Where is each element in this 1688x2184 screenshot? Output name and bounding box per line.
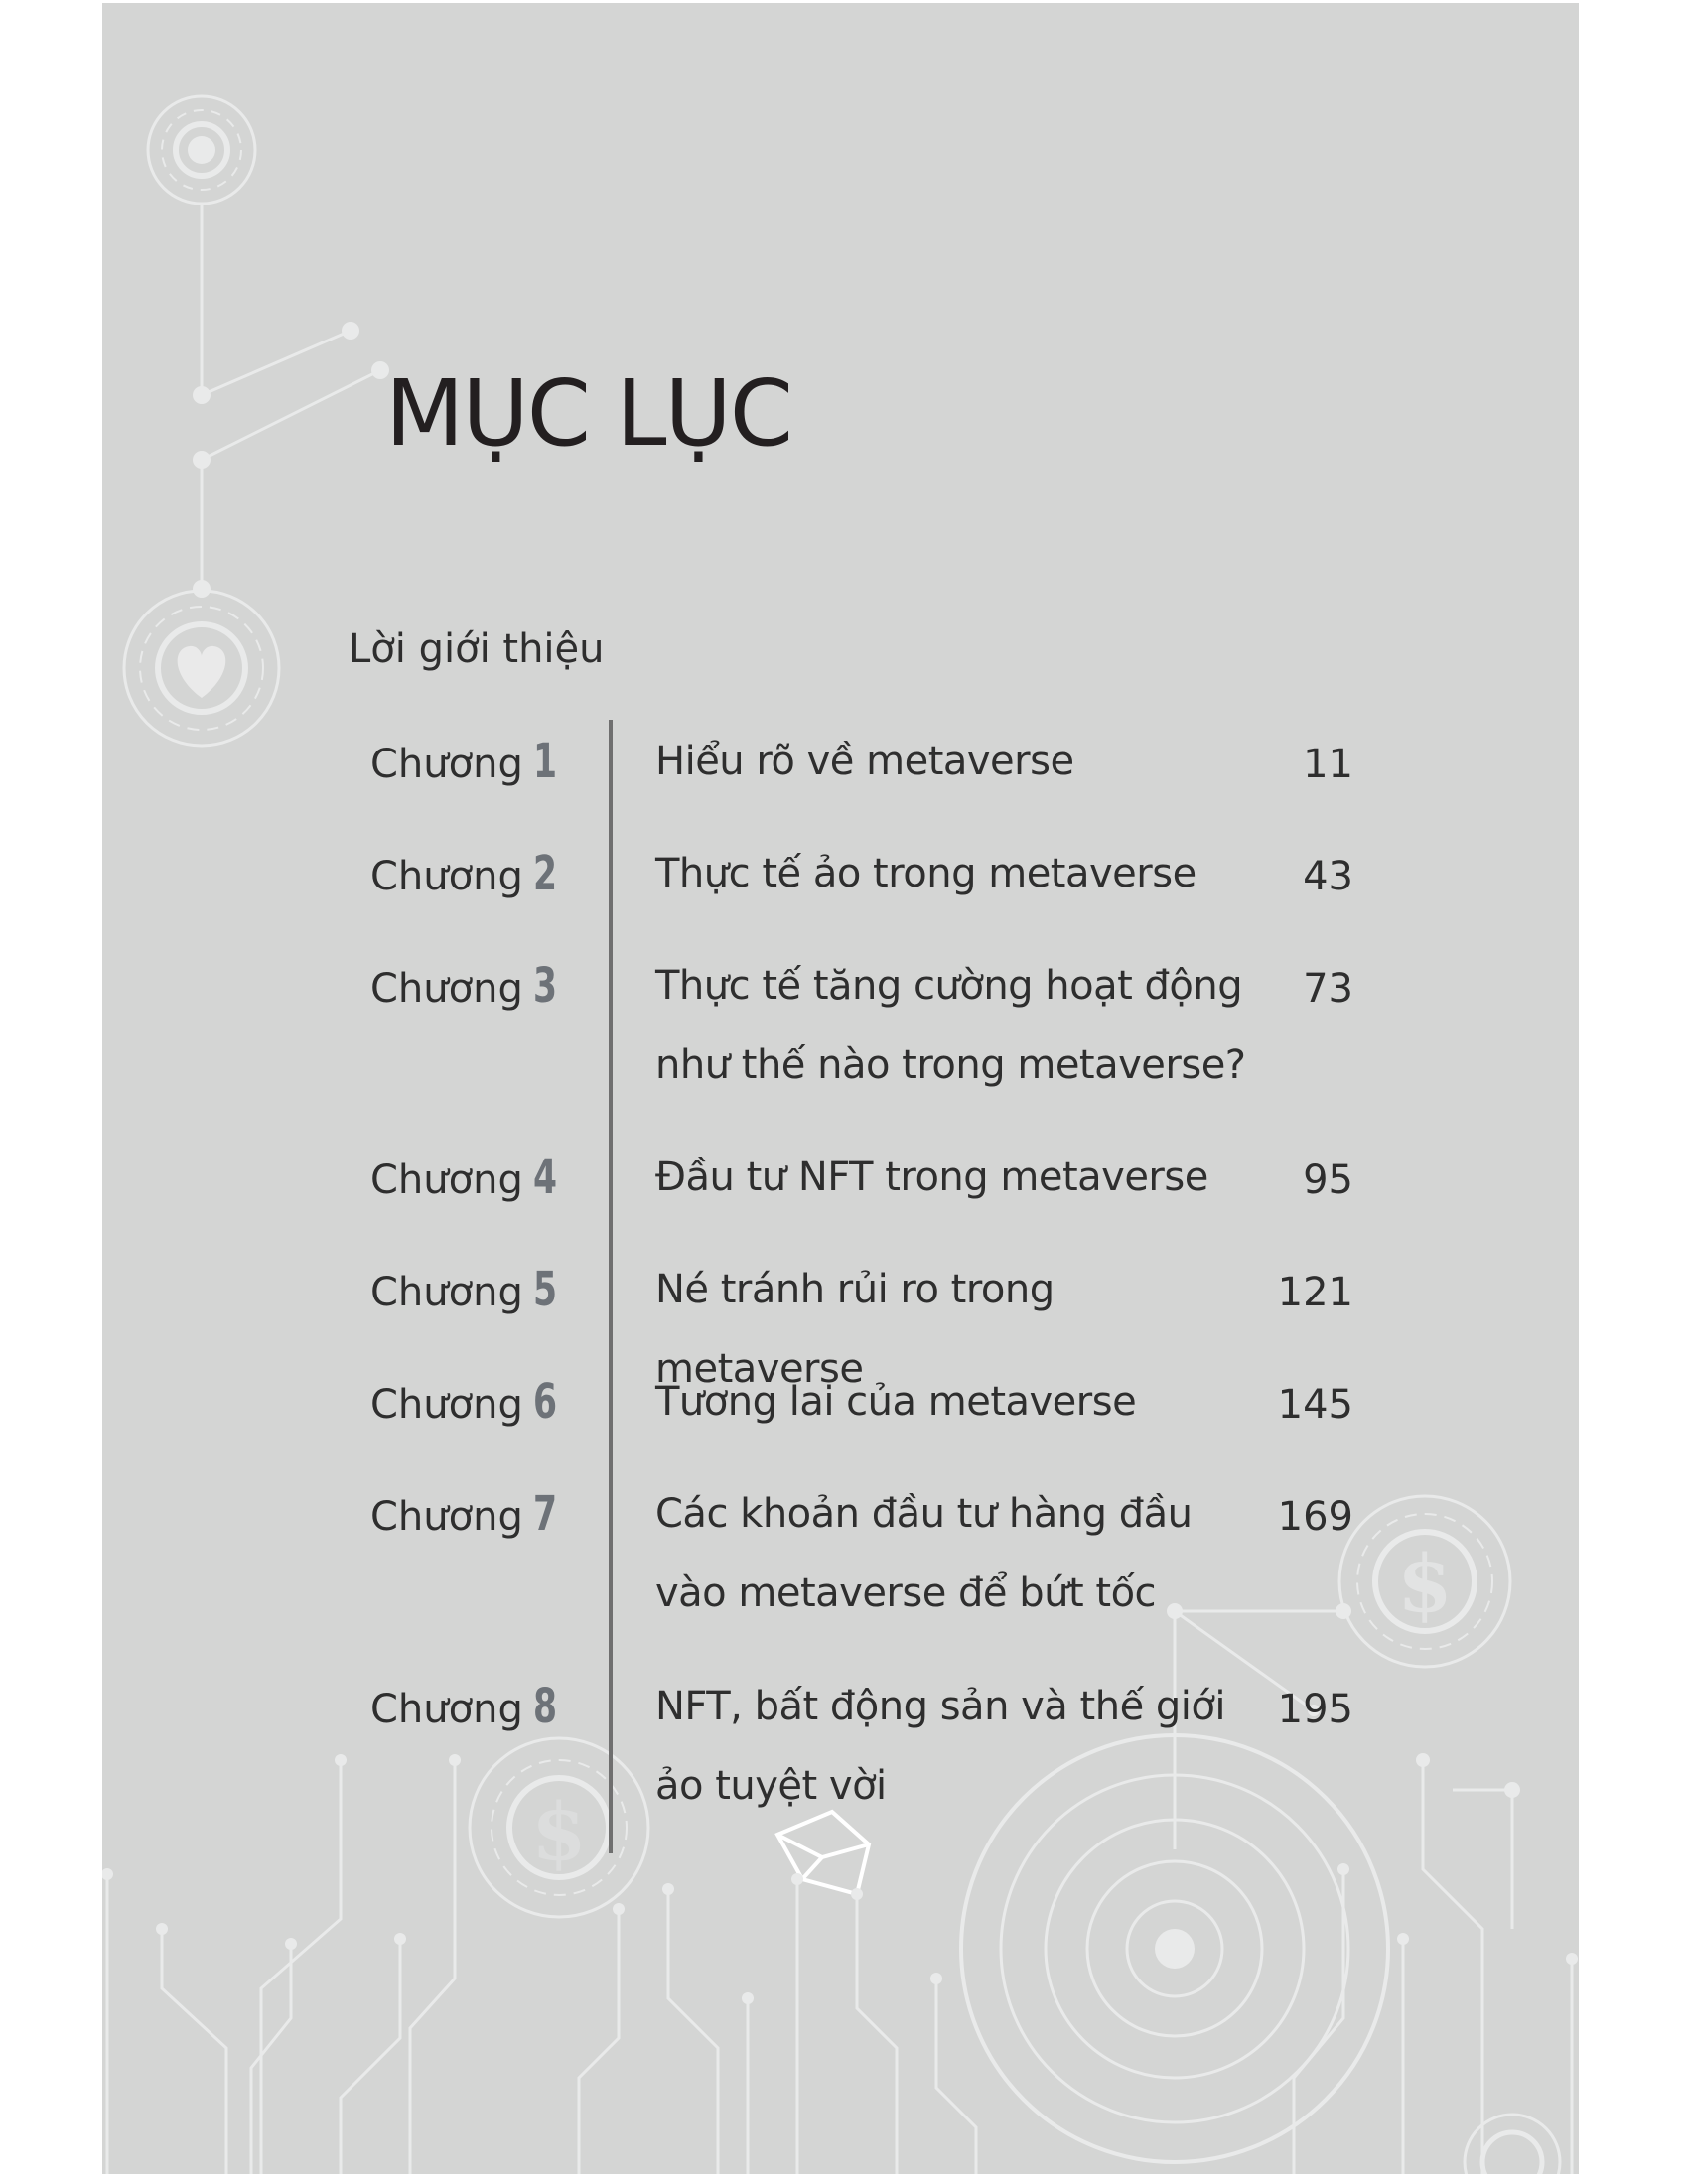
chapter-number: 8 [533, 1679, 558, 1734]
dollar-icon: $ [1397, 1537, 1453, 1630]
chapter-title: NFT, bất động sản và thế giới ảo tuyệt vời [655, 1684, 1225, 1809]
chapter-number: 6 [533, 1374, 558, 1430]
chapter-label: Chương [370, 854, 523, 899]
chapter-label: Chương [370, 1158, 523, 1203]
chapter-number: 4 [533, 1150, 558, 1205]
chapter-page: 195 [1277, 1687, 1353, 1732]
chapter-title: Thực tế ảo trong metaverse [655, 851, 1196, 896]
chapter-title: Tương lai của metaverse [655, 1379, 1137, 1425]
dollar-icon-bottom: $ [531, 1785, 587, 1878]
chapter-number: 3 [533, 958, 558, 1014]
chapter-number: 7 [533, 1486, 558, 1542]
chapter-number: 2 [533, 846, 558, 901]
chapter-page: 95 [1303, 1158, 1353, 1203]
chapter-title: Các khoản đầu tư hàng đầu vào metaverse để bứt tốc [655, 1491, 1193, 1616]
chapter-label: Chương [370, 742, 523, 787]
chapter-page: 121 [1277, 1270, 1353, 1315]
chapter-page: 11 [1303, 742, 1353, 787]
chapter-number: 1 [533, 734, 558, 789]
chapter-label: Chương [370, 1382, 523, 1428]
chapter-page: 43 [1303, 854, 1353, 899]
chapter-number: 5 [533, 1262, 558, 1317]
page-title: MỤC LỤC [385, 360, 792, 467]
chapter-title: Né tránh rủi ro trong metaverse [655, 1267, 1055, 1392]
chapter-title: Đầu tư NFT trong metaverse [655, 1155, 1208, 1200]
column-divider [609, 720, 613, 1853]
chapter-page: 73 [1303, 966, 1353, 1012]
chapter-title: Thực tế tăng cường hoạt động như thế nào trong metaverse? [655, 963, 1246, 1088]
chapter-page: 145 [1277, 1382, 1353, 1428]
chapter-title: Hiểu rõ về metaverse [655, 739, 1074, 784]
intro-entry: Lời giới thiệu [349, 626, 605, 672]
heart-icon [178, 646, 226, 698]
chapter-label: Chương [370, 1494, 523, 1540]
toc-page [102, 3, 1579, 2174]
chapter-page: 169 [1277, 1494, 1353, 1540]
chapter-label: Chương [370, 1687, 523, 1732]
chapter-label: Chương [370, 966, 523, 1012]
chapter-label: Chương [370, 1270, 523, 1315]
